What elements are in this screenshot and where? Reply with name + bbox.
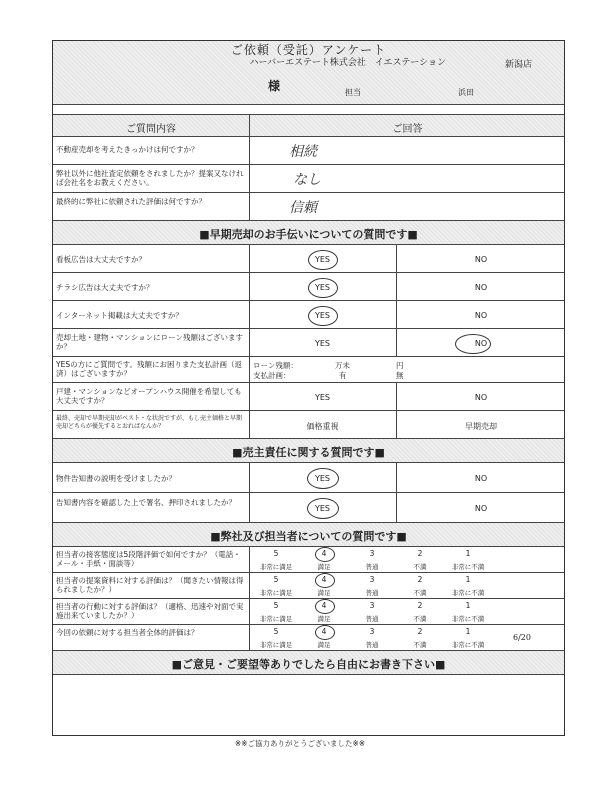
question-text: チラシ広告は大丈夫ですか？ [56,283,154,292]
rating-label-very-dissatisfied: 非常に不満 [451,615,485,623]
no-option[interactable]: NO [474,474,488,483]
no-option[interactable]: NO [474,311,488,320]
yesno-row-disclosure [53,463,564,493]
no-option[interactable]: NO [474,393,488,402]
rating-5[interactable]: 5 [273,549,279,558]
rating-row-action [53,599,564,625]
basic-row-1 [53,137,564,165]
rating-row-proposal [53,573,564,599]
selection-circle [455,334,491,354]
answer-header: ご回答 [392,124,423,135]
yesno-row-internet [53,301,564,329]
question-text: 担当者の行動に対する評価は？（適格、迅速や対面で実施出来ていましたか？） [56,602,244,620]
yes-option[interactable]: YES [314,393,331,402]
question-text: 看板広告は大丈夫ですか？ [56,255,146,264]
priority-row [53,411,564,439]
question-text: インターネット掲載は大丈夫ですか？ [56,311,183,320]
yesno-row-signboard [53,245,564,273]
section-header-comments [53,651,564,675]
yes-option[interactable]: YES [314,255,331,264]
rating-label-very-satisfied: 非常に満足 [259,563,293,571]
selection-circle [308,278,338,298]
rating-3[interactable]: 3 [369,549,375,558]
handwritten-answer: なし [293,172,321,188]
rating-4[interactable]: 4 [321,549,327,558]
selection-circle [307,468,339,489]
question-text: YESの方にご質問です。残額にお困りまた支払計画（返済）はございますか？ [56,360,242,378]
rating-1[interactable]: 1 [465,627,471,636]
rating-label-neutral: 普通 [365,641,379,649]
rating-label-satisfied: 満足 [317,641,331,649]
header-block [53,41,564,105]
spacer-row [53,105,564,115]
rating-label-dissatisfied: 不満 [413,563,427,571]
rating-2[interactable]: 2 [417,601,423,610]
selection-circle [315,625,335,640]
loan-balance-yen: 円 [396,361,404,370]
section-header-early-sale [53,221,564,245]
rating-2[interactable]: 2 [417,575,423,584]
question-text: 最終的に弊社に依頼された評価は何ですか？ [56,197,206,206]
rating-label-very-dissatisfied: 非常に不満 [451,589,485,597]
rating-1[interactable]: 1 [465,601,471,610]
selection-circle [308,306,338,326]
rating-row-overall [53,625,564,651]
rating-label-neutral: 普通 [365,589,379,597]
rating-5[interactable]: 5 [273,601,279,610]
rating-5[interactable]: 5 [273,575,279,584]
loan-balance-label: ローン残額： [253,361,298,370]
question-text: 最終、売却で早期売却がベスト・な状況ですが、もし売主価格と早期売却どちらが優先するとおればなんか？ [56,415,243,430]
yes-option[interactable]: YES [314,474,331,483]
rating-4[interactable]: 4 [321,575,327,584]
rating-label-dissatisfied: 不満 [413,641,427,649]
rating-label-very-dissatisfied: 非常に不満 [451,641,485,649]
payment-plan-label: 支払計画： [253,371,291,380]
rating-4[interactable]: 4 [321,627,327,636]
no-option[interactable]: NO [474,339,488,348]
rating-label-satisfied: 満足 [317,563,331,571]
question-text: 弊社以外に他社査定依頼をされましたか？提案又なければ会社名をお教えください。 [56,169,244,187]
staff-name: 浜田 [458,88,474,97]
speed-priority-option[interactable]: 早期売却 [465,422,497,431]
rating-row-attitude [53,547,564,573]
section-header-seller-responsibility [53,439,564,463]
rating-1[interactable]: 1 [465,575,471,584]
survey-form [52,40,565,736]
customer-suffix: 様 [268,79,281,93]
selection-circle [307,498,339,519]
rating-label-very-satisfied: 非常に満足 [259,641,293,649]
yes-option[interactable]: YES [314,283,331,292]
rating-4[interactable]: 4 [321,601,327,610]
company-name: ハーバーエステート株式会社 イエステーション [249,58,446,68]
question-text: 売却土地・建物・マンションにローン残額はございますか？ [56,333,244,351]
rating-label-very-satisfied: 非常に満足 [259,589,293,597]
basic-row-2 [53,165,564,193]
staff-label: 担当 [345,88,361,97]
yes-option[interactable]: YES [314,504,331,513]
no-option[interactable]: NO [474,255,488,264]
price-priority-option[interactable]: 価格重視 [306,422,339,431]
rating-2[interactable]: 2 [417,549,423,558]
rating-label-dissatisfied: 不満 [413,615,427,623]
footer-thanks: ※※ご協力ありがとうございました※※ [234,739,366,748]
loan-balance-unit: 万未 [335,361,350,370]
payment-plan-no[interactable]: 無 [396,371,404,380]
section-title: ■早期売却のお手伝いについての質問です■ [199,228,418,241]
loan-detail-row [53,357,564,383]
selection-circle [315,547,335,562]
rating-label-satisfied: 満足 [317,615,331,623]
section-header-staff [53,523,564,547]
rating-3[interactable]: 3 [369,601,375,610]
branch-name: 新潟店 [504,60,532,70]
section-title: ■ご意見・ご要望等ありでしたら自由にお書き下さい■ [171,658,446,671]
question-text: 戸建・マンションなどオープンハウス開催を希望しても大丈夫ですか？ [56,387,242,405]
selection-circle [315,573,335,588]
rating-label-neutral: 普通 [365,615,379,623]
no-option[interactable]: NO [474,283,488,292]
rating-label-dissatisfied: 不満 [413,589,427,597]
rating-label-satisfied: 満足 [317,589,331,597]
rating-1[interactable]: 1 [465,549,471,558]
handwritten-answer: 相続 [289,144,317,160]
yesno-row-open-house [53,383,564,411]
rating-5[interactable]: 5 [273,627,279,636]
handwritten-date: 6/20 [513,633,531,642]
form-title: ご依頼（受託）アンケート [230,43,387,57]
yesno-row-flyer [53,273,564,301]
question-text: 告知書内容を確認した上で署名、押印されましたか？ [56,498,236,507]
section-title: ■売主責任に関する質問です■ [232,446,385,459]
no-option[interactable]: NO [474,504,488,513]
question-text: 物件告知書の説明を受けましたか？ [56,474,176,483]
question-text: 不動産売却を考えたきっかけは何ですか？ [56,145,199,154]
yes-option[interactable]: YES [314,339,331,348]
column-header-row [53,115,564,137]
question-text: 担当者の提案資料に対する評価は？（聞きたい情報は得られましたか？） [56,576,244,594]
yes-option[interactable]: YES [314,311,331,320]
yesno-row-loan [53,329,564,357]
rating-label-neutral: 普通 [365,563,379,571]
yesno-row-signature [53,493,564,523]
selection-circle [308,250,338,270]
payment-plan-yes[interactable]: 有 [339,371,347,380]
rating-3[interactable]: 3 [369,575,375,584]
rating-label-very-satisfied: 非常に満足 [259,615,293,623]
handwritten-answer: 信頼 [289,200,317,216]
section-title: ■弊社及び担当者についての質問です■ [210,530,407,543]
rating-2[interactable]: 2 [417,627,423,636]
comment-area[interactable] [53,675,564,735]
question-text: 担当者の接客態度は5段階評価で如何ですか？（電話・メール・手紙・面談等） [56,550,241,568]
basic-row-3 [53,193,564,221]
question-text: 今回の依頼に対する担当者全体的評価は？ [56,628,199,637]
rating-label-very-dissatisfied: 非常に不満 [451,563,485,571]
rating-3[interactable]: 3 [369,627,375,636]
question-header: ご質問内容 [126,124,176,135]
selection-circle [315,599,335,614]
